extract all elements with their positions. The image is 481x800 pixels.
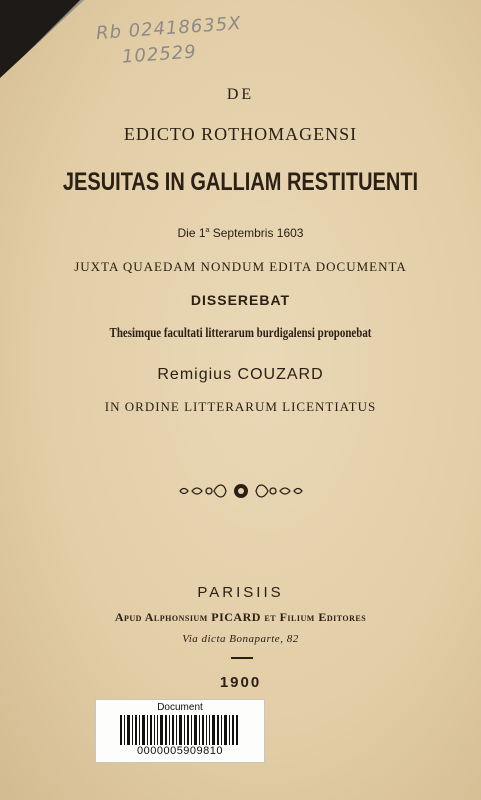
library-barcode-tag	[96, 700, 264, 762]
thesis-line: Thesimque facultati litterarum burdigalensi proponebat	[109, 326, 372, 341]
heading-de: DE	[226, 86, 255, 103]
ornament-icon	[176, 481, 306, 501]
disserebat-label: DISSEREBAT	[190, 292, 291, 308]
date-prefix: Die 1	[177, 226, 206, 240]
tag-label: Document	[157, 702, 203, 713]
main-title: JESUITAS IN GALLIAM RESTITUENTI	[62, 168, 419, 196]
barcode-icon	[120, 715, 240, 745]
barcode-number: 0000005909810	[136, 745, 224, 757]
imprint-address: Via dicta Bonaparte, 82	[182, 633, 299, 645]
divider-dash	[231, 657, 253, 659]
subtitle-juxta: JUXTA QUAEDAM NONDUM EDITA DOCUMENTA	[74, 259, 407, 274]
imprint-city: PARISIIS	[197, 584, 284, 601]
handwritten-number: 102529	[121, 41, 198, 68]
date-line	[0, 226, 481, 240]
author-title: IN ORDINE LITTERARUM LICENTIATUS	[104, 399, 377, 414]
date-suffix: Septembris 1603	[209, 226, 304, 240]
handwritten-shelfmark: Rb 02418635X	[95, 12, 243, 45]
imprint-year: 1900	[219, 674, 262, 691]
imprint-publisher: Apud Alphonsium PICARD et Filium Editores	[114, 610, 367, 624]
date-superscript: a	[205, 227, 210, 234]
heading-edicto: EDICTO ROTHOMAGENSI	[123, 124, 358, 144]
author-name: Remigius COUZARD	[157, 366, 324, 383]
